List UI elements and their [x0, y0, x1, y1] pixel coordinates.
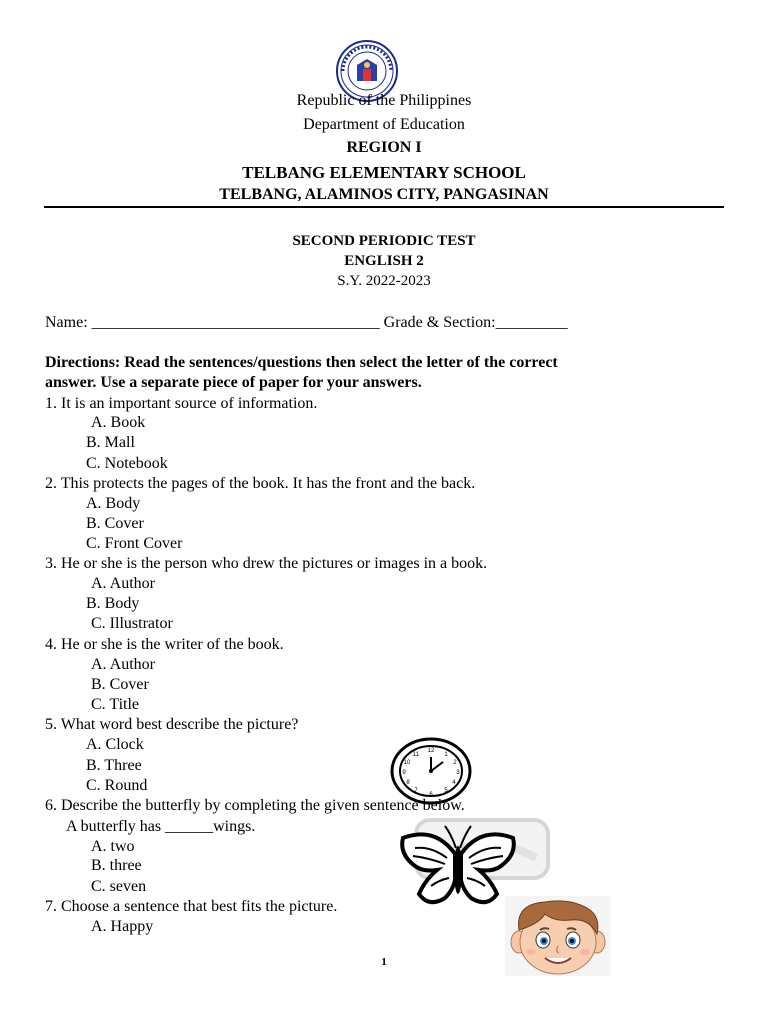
question-stem: 2. This protects the pages of the book. It has the front and the back.: [45, 475, 476, 492]
page-number: 1: [381, 956, 387, 968]
header-address: TELBANG, ALAMINOS CITY, PANGASINAN: [219, 186, 549, 203]
choice: A. Clock: [86, 736, 144, 753]
butterfly-icon: [395, 824, 521, 912]
name-blank: ____________________________________: [91, 314, 380, 331]
directions-line-2: answer. Use a separate piece of paper for your answers.: [45, 374, 422, 391]
svg-text:2: 2: [453, 760, 457, 766]
clock-icon: [388, 737, 474, 805]
choice: A. Happy: [91, 918, 154, 935]
question-stem: 4. He or she is the writer of the book.: [45, 636, 284, 653]
choice: B. three: [91, 857, 142, 874]
question-stem: 1. It is an important source of information.: [45, 395, 318, 412]
grade-section-label: Grade & Section:: [383, 314, 496, 331]
choice: C. Round: [86, 777, 148, 794]
choice: C. Illustrator: [91, 615, 173, 632]
svg-text:9: 9: [402, 770, 406, 776]
choice: B. Cover: [86, 515, 144, 532]
choice: A. Author: [91, 575, 155, 592]
header-department: Department of Education: [303, 116, 465, 133]
name-label: Name:: [45, 314, 88, 331]
choice: C. seven: [91, 878, 147, 895]
header-school: TELBANG ELEMENTARY SCHOOL: [242, 163, 526, 182]
question-stem: 5. What word best describe the picture?: [45, 716, 299, 733]
choice: B. Mall: [86, 434, 135, 451]
svg-text:12: 12: [427, 748, 435, 754]
svg-text:6: 6: [429, 792, 433, 798]
header-republic: Republic of the Philippines: [296, 92, 472, 109]
choice: A. Author: [91, 656, 155, 673]
question-stem: 7. Choose a sentence that best fits the picture.: [45, 898, 338, 915]
directions-line-1: Directions: Read the sentences/questions then select the letter of the correct: [45, 354, 558, 371]
question-sub: A butterfly has ______wings.: [66, 818, 256, 835]
choice: A. two: [91, 838, 135, 855]
grade-section-blank: _________: [495, 314, 568, 331]
choice: C. Title: [91, 696, 140, 713]
question-stem: 6. Describe the butterfly by completing the given sentence below.: [45, 797, 465, 814]
svg-text:10: 10: [403, 760, 411, 766]
choice: C. Notebook: [86, 455, 168, 472]
test-title: SECOND PERIODIC TEST: [292, 233, 476, 249]
choice: A. Book: [91, 414, 146, 431]
test-subject: ENGLISH 2: [344, 253, 424, 269]
school-year: S.Y. 2022-2023: [337, 273, 431, 289]
svg-text:7: 7: [414, 788, 418, 794]
svg-text:11: 11: [412, 752, 420, 758]
choice: A. Body: [86, 495, 141, 512]
name-field: [45, 314, 568, 332]
choice: C. Front Cover: [86, 535, 183, 552]
question-stem: 3. He or she is the person who drew the pictures or images in a book.: [45, 555, 488, 572]
svg-text:5: 5: [444, 788, 448, 794]
header-divider: [44, 206, 724, 208]
svg-text:8: 8: [406, 780, 410, 786]
header-region: REGION I: [346, 139, 422, 156]
svg-text:3: 3: [456, 770, 460, 776]
choice: B. Cover: [91, 676, 149, 693]
choice: B. Three: [86, 757, 142, 774]
svg-text:1: 1: [444, 752, 448, 758]
svg-text:4: 4: [452, 780, 456, 786]
choice: B. Body: [86, 595, 140, 612]
